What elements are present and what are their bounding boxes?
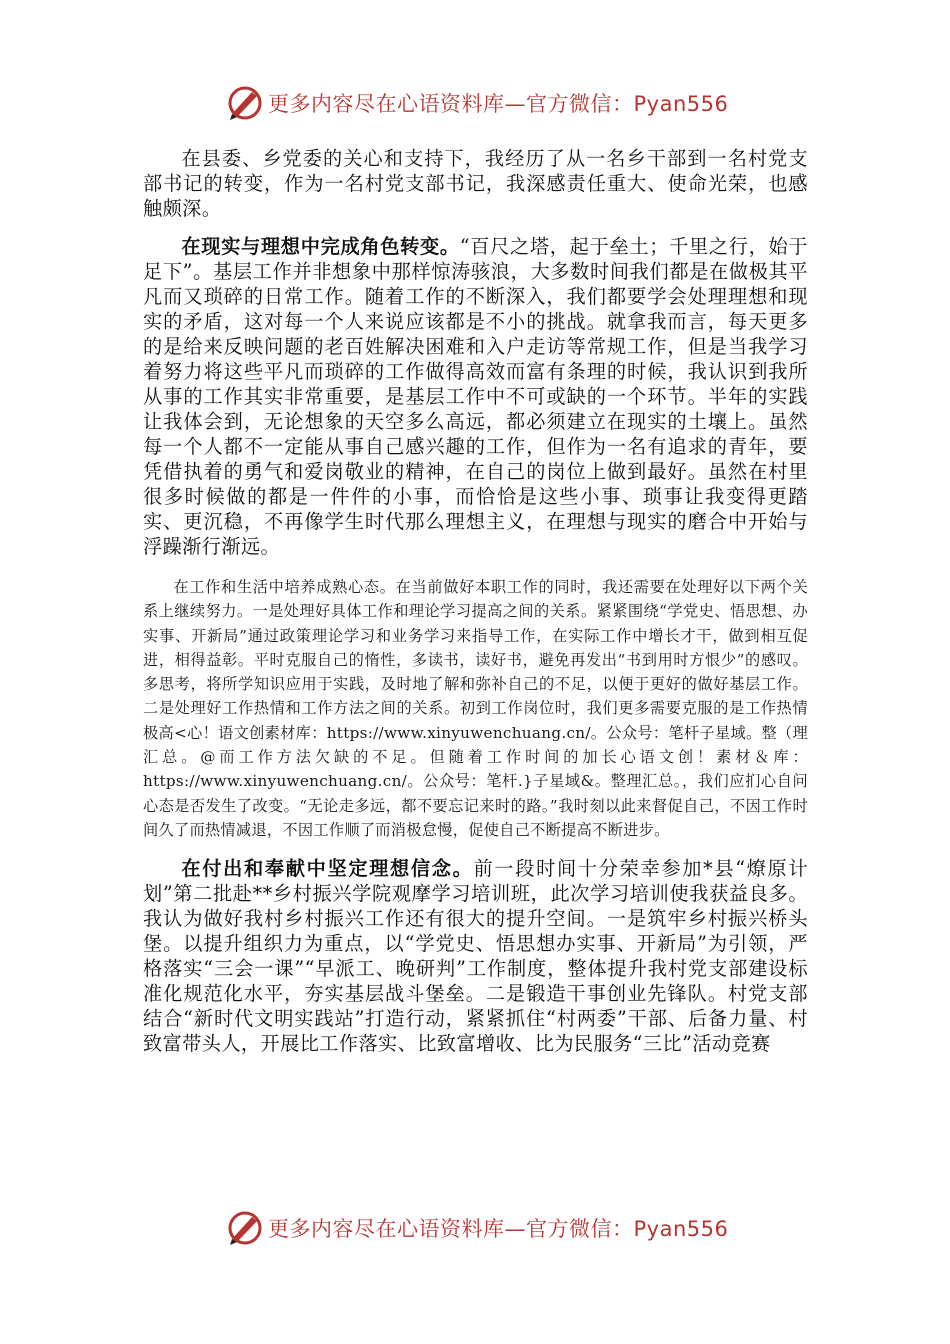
paragraph-mature-mindset [143,575,808,842]
pen-logo-icon [226,1209,264,1247]
paragraph-intro [143,146,808,221]
paragraph-body: 在县委、乡党委的关心和支持下，我经历了从一名乡干部到一名村党支部书记的转变，作为一名村党支部书记，我深感责任重大、使命光荣，也感触颇深。 [143,147,808,220]
footer-banner-text: 更多内容尽在心语资料库—官方微信：Pyan556 [268,1217,729,1241]
paragraph-role-change [143,234,808,559]
footer-banner [226,1208,728,1248]
paragraph-heading: 在付出和奉献中坚定理想信念。 [181,857,474,881]
paragraph-body: 前一段时间十分荣幸参加*县“燎原计划”第二批赴**乡村振兴学院观摩学习培训班，此次学习培训使我获益良多。我认为做好我村乡村振兴工作还有很大的提升空间。一是筑牢乡村振兴桥头堡。以提升组织力为重点，以“学党史、悟思想办实事、开新局”为引领，严格落实“三会一课”“早派工、晚研判”工作制度，整体提升我村党支部建设标准化规范化水平，夯实基层战斗堡垒。二是锻造干事创业先锋队。村党支部结合“新时代文明实践站”打造行动，紧紧抓住“村两委”干部、后备力量、村致富带头人，开展比工作落实、比致富增收、比为民服务“三比”活动竞赛 [143,857,809,1056]
paragraph-body: 在工作和生活中培养成熟心态。在当前做好本职工作的同时，我还需要在处理好以下两个关系上继续努力。一是处理好具体工作和理论学习提高之间的关系。紧紧围绕“学党史、悟思想、办实事、开新局”通过政策理论学习和业务学习来指导工作，在实际工作中增长才干，做到相互促进，相得益彰。平时克服自己的惰性，多读书，读好书，避免再发出“书到用时方恨少”的感叹。多思考，将所学知识应用于实践，及时地了解和弥补自己的不足，以便于更好的做好基层工作。二是处理好工作热情和工作方法之间的关系。初到工作岗位时，我们更多需要克服的是工作热情极高<心！语文创素材库：https://www.xinyuwenchuang.cn/。公众号：笔杆子星域。整（理汇总。@而工作方法欠缺的不足。但随着工作时间的加长心语文创！素材＆库：https://www.xinyuwenchuang.cn/。公众号：笔杆.}子星域&。整理汇总。，我们应扪心自问心态是否发生了改变。“无论走多远，都不要忘记来时的路。”我时刻以此来督促自己，不因工作时间久了而热情减退，不因工作顺了而消极怠慢，促使自己不断提高不断进步。 [143,578,808,839]
header-banner-text: 更多内容尽在心语资料库—官方微信：Pyan556 [268,92,729,116]
paragraph-ideals [143,856,808,1056]
paragraph-heading: 在现实与理想中完成角色转变。 [181,235,460,258]
document-body [143,146,808,1056]
paragraph-body: “百尺之塔，起于垒土；千里之行，始于足下”。基层工作并非想象中那样惊涛骇浪，大多数时间我们都是在做极其平凡而又琐碎的日常工作。随着工作的不断深入，我们都要学会处理理想和现实的矛盾，这对每一个人来说应该都是不小的挑战。就拿我而言，每天更多的是给来反映问题的老百姓解决困难和入户走访等常规工作，但是当我学习着努力将这些平凡而琐碎的工作做得高效而富有条理的时候，我认识到我所从事的工作其实非常重要，是基层工作中不可或缺的一个环节。半年的实践让我体会到，无论想象的天空多么高远，都必须建立在现实的土壤上。虽然每一个人都不一定能从事自己感兴趣的工作，但作为一名有追求的青年，要凭借执着的勇气和爱岗敬业的精神，在自己的岗位上做到最好。虽然在村里很多时候做的都是一件件的小事，而恰恰是这些小事、琐事让我变得更踏实、更沉稳，不再像学生时代那么理想主义，在理想与现实的磨合中开始与浮躁渐行渐远。 [143,235,808,558]
header-banner [226,83,728,123]
pen-logo-icon [226,84,264,122]
